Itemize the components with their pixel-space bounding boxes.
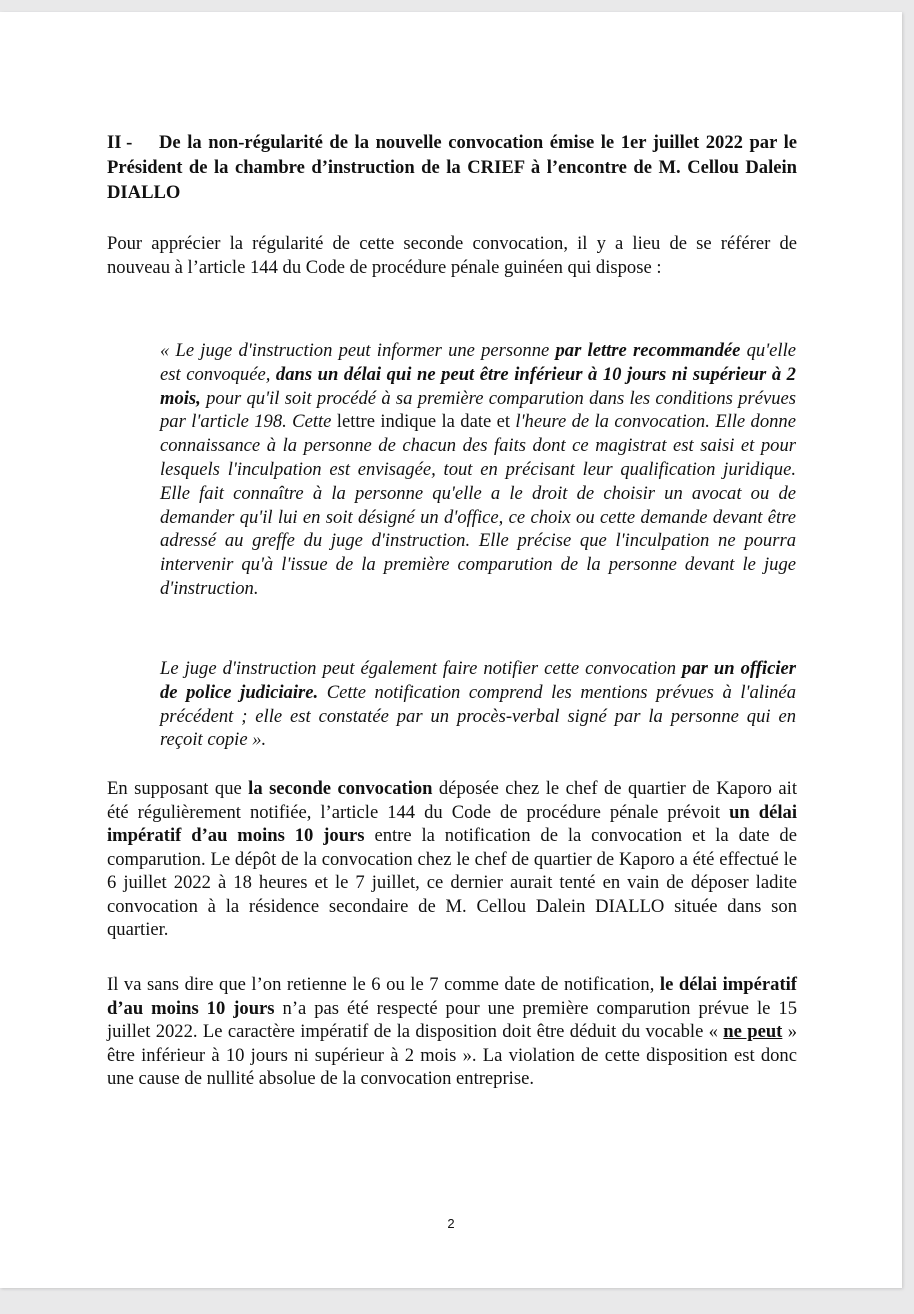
quote1-bold-delay: dans un délai qui ne peut être inférieur à 10 jours ni supérieur à 2 mois, bbox=[160, 363, 796, 409]
para3-text-e: entre la notification de la convocation et la date de comparution. Le dépôt de la convocation chez le chef de quartier de Kaporo a été effectué le 6 juillet 2022 à 18 heures et le 7 juillet, ce dernier aurait tenté en vain de déposer ladite convocation à la résidence secondaire de M. Cellou Dalein DIALLO située dans son quartier. bbox=[107, 825, 797, 940]
document-page bbox=[0, 12, 902, 1288]
quote1-text-c: qu'elle est convoquée, bbox=[160, 340, 797, 385]
para3-text-c: déposée chez le chef de quartier de Kaporo ait été régulièrement notifiée, l’article 144 du Code de procédure pénale prévoit bbox=[107, 778, 797, 823]
para3-bold-second-convocation: la seconde convocation bbox=[248, 778, 433, 799]
paragraph-4 bbox=[107, 973, 797, 1091]
section-number: II - bbox=[107, 132, 133, 153]
para3-text-a: En supposant que bbox=[107, 778, 249, 799]
para3-bold-delay: un délai impératif d’au moins 10 jours bbox=[107, 801, 797, 846]
quote1-text-g: l'heure de la convocation. Elle donne connaissance à la personne de chacun des faits dont ce magistrat est saisi et pour lesquels l'inculpation est envisagée, tout en précisant leur qualification juridique. Elle fait connaître à la personne qu'elle a le droit de choisir un avocat ou de demander qu'il lui en soit désigné un d'office, ce choix ou cette demande devant être adressé au greffe du juge d'instruction. Elle précise que l'inculpation ne pourra intervenir qu'à l'issue de la première comparution de la personne devant le juge d'instruction. bbox=[160, 411, 796, 599]
page-number: 2 bbox=[447, 1216, 455, 1231]
paragraph-3 bbox=[107, 777, 797, 942]
para4-bold-delay: le délai impératif d’au moins 10 jours bbox=[107, 974, 797, 1019]
para4-bold-underlined-ne-peut: ne peut bbox=[723, 1021, 783, 1042]
quote2-text-c: Cette notification comprend les mentions prévues à l'alinéa précédent ; elle est constatée par un procès-verbal signé par la personne qui en reçoit copie ». bbox=[160, 681, 796, 751]
quote2-bold-police-officer: par un officier de police judiciaire. bbox=[160, 658, 796, 703]
quote-paragraph-2 bbox=[160, 657, 796, 752]
para4-text-e: » être inférieur à 10 jours ni supérieur à 2 mois ». La violation de cette disposition est donc une cause de nullité absolue de la convocation entreprise. bbox=[107, 1021, 797, 1089]
quote1-text-e: pour qu'il soit procédé à sa première comparution dans les conditions prévues par l'article 198. Cette bbox=[160, 387, 796, 433]
quote2-text-a: Le juge d'instruction peut également faire notifier cette convocation bbox=[160, 658, 683, 679]
para4-text-a: Il va sans dire que l’on retienne le 6 ou le 7 comme date de notification, bbox=[107, 974, 660, 995]
quote-paragraph-1 bbox=[160, 339, 796, 601]
quote1-text-a: « Le juge d'instruction peut informer une personne bbox=[160, 340, 556, 361]
para4-text-c: n’a pas été respecté pour une première comparution prévue le 15 juillet 2022. Le caractère impératif de la disposition doit être déduit du vocable « bbox=[107, 997, 798, 1042]
section-heading bbox=[107, 130, 797, 205]
quote1-bold-registered-letter: par lettre recommandée bbox=[555, 340, 741, 361]
quote1-upright-text: lettre indique la date et bbox=[336, 411, 511, 433]
section-title: De la non-régularité de la nouvelle convocation émise le 1er juillet 2022 par le Président de la chambre d’instruction de la CRIEF à l’encontre de M. Cellou Dalein DIALLO bbox=[107, 132, 797, 203]
intro-paragraph: Pour apprécier la régularité de cette seconde convocation, il y a lieu de se référer de nouveau à l’article 144 du Code de procédure pénale guinéen qui dispose : bbox=[107, 233, 797, 278]
